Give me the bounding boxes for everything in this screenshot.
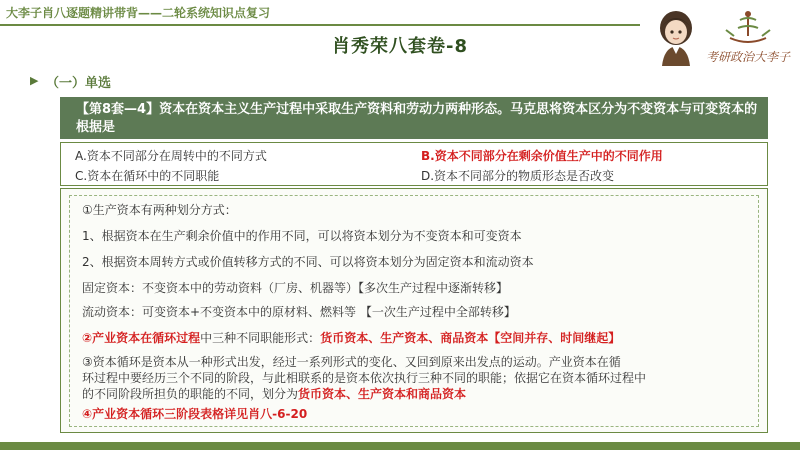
expl-line-6-forms: 货币资本、生产资本、商品资本【空间并存、时间继起】 <box>320 331 621 345</box>
expl-line-5: 流动资本：可变资本+不变资本中的原材料、燃料等 【一次生产过程中全部转移】 <box>82 305 516 319</box>
brand-text: 考研政治大李子 <box>705 50 790 64</box>
brand-emblem-icon <box>700 6 796 48</box>
explanation-inner <box>69 195 759 427</box>
option-b-correct: B.资本不同部分在剩余价值生产中的不同作用 <box>421 149 663 163</box>
options-box <box>60 142 768 186</box>
question-box <box>60 97 768 139</box>
expl-line-9-text: 的不同阶段所担负的职能的不同，划分为 <box>82 387 299 401</box>
section-marker-icon: ▶ <box>30 74 39 87</box>
expl-line-4: 固定资本：不变资本中的劳动资料（厂房、机器等）【多次生产过程中逐渐转移】 <box>82 281 509 295</box>
expl-line-10: ④产业资本循环三阶段表格详见肖八-6-20 <box>82 407 308 421</box>
brand-logo <box>700 6 796 70</box>
avatar-icon <box>652 6 700 66</box>
option-c: C.资本在循环中的不同职能 <box>75 169 220 183</box>
expl-line-9 <box>82 386 466 402</box>
expl-line-6 <box>82 330 620 346</box>
expl-line-8: 环过程中要经历三个不同的阶段，与此相联系的是资本依次执行三种不同的职能；依据它在资本循环过程中 <box>82 371 647 385</box>
question-text: 【第8套—4】资本在资本主义生产过程中采取生产资料和劳动力两种形态。马克思将资本区分为不变资本与可变资本的根据是 <box>76 102 758 135</box>
explanation-box <box>60 188 768 433</box>
expl-line-6-mid: 中三种不同职能形式： <box>200 331 321 345</box>
header-divider <box>0 24 640 26</box>
expl-line-7: ③资本循环是资本从一种形式出发，经过一系列形式的变化、又回到原来出发点的运动。产业资本在循 <box>82 355 621 369</box>
expl-line-2: 1、根据资本在生产剩余价值中的作用不同，可以将资本划分为不变资本和可变资本 <box>82 229 522 243</box>
footer-stripe <box>0 442 800 450</box>
expl-line-9-highlight: 货币资本、生产资本和商品资本 <box>298 387 467 401</box>
series-title: 大李子肖八逐题精讲带背——二轮系统知识点复习 <box>6 6 271 20</box>
option-a: A.资本不同部分在周转中的不同方式 <box>75 149 267 163</box>
option-d: D.资本不同部分的物质形态是否改变 <box>421 169 615 183</box>
expl-line-6-highlight: ②产业资本在循环过程 <box>82 331 201 345</box>
section-label: （一）单选 <box>46 76 112 91</box>
expl-line-1: ①生产资本有两种划分方式： <box>82 203 237 217</box>
expl-line-3: 2、根据资本周转方式或价值转移方式的不同、可以将资本划分为固定资本和流动资本 <box>82 255 534 269</box>
slide-title: 肖秀荣八套卷-8 <box>332 36 468 57</box>
